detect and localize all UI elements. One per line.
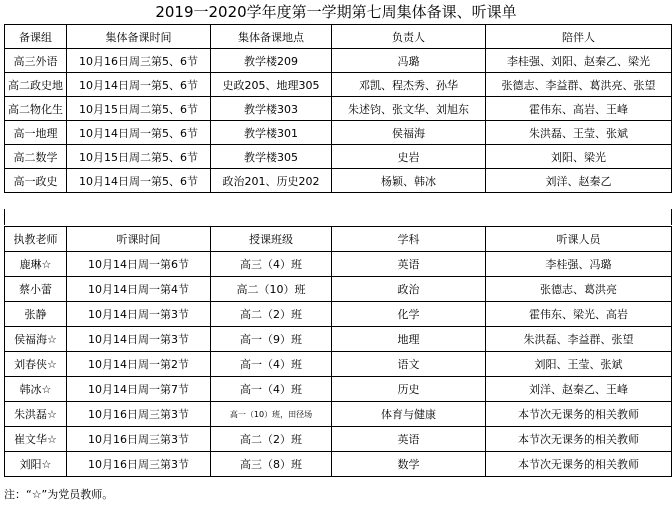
column-header: 听课人员 [486,227,672,252]
table-row [5,352,672,377]
table-cell: 本节次无课务的相关教师 [486,427,672,452]
table-cell: 霍伟东、梁光、高岩 [486,302,672,327]
table-row [5,427,672,452]
table-cell: 高二数学 [5,145,67,169]
table-row [5,277,672,302]
table-cell: 政治201、历史202 [211,169,332,193]
lesson-observation-table [4,226,672,477]
table-cell: 高二（2）班 [211,302,332,327]
column-header: 集体备课时间 [67,25,211,49]
column-header: 陪伴人 [486,25,672,49]
table-cell: 高三（4）班 [211,252,332,277]
table-cell: 教学楼303 [211,97,332,121]
table-cell: 史岩 [332,145,486,169]
table-cell: 李桂强、冯璐 [486,252,672,277]
table-cell: 崔文华☆ [5,427,67,452]
table-cell: 历史 [332,377,486,402]
table-cell: 教学楼305 [211,145,332,169]
table-cell: 教学楼209 [211,49,332,73]
table-cell: 朱述钧、张文华、刘旭东 [332,97,486,121]
column-header: 学科 [332,227,486,252]
column-header: 授课班级 [211,227,332,252]
table-cell: 高一（4）班 [211,377,332,402]
table-cell: 10月14日周一第3节 [67,302,211,327]
table-cell: 鹿琳☆ [5,252,67,277]
table-cell: 朱洪磊、李益群、张望 [486,327,672,352]
table-cell: 本节次无课务的相关教师 [486,402,672,427]
table-row [5,169,672,193]
table-cell: 10月14日周一第5、6节 [67,121,211,145]
table-cell: 10月14日周一第3节 [67,327,211,352]
table-cell: 韩冰☆ [5,377,67,402]
table-cell: 杨颖、韩冰 [332,169,486,193]
table-cell: 高一（9）班 [211,327,332,352]
table-cell: 高二（2）班 [211,427,332,452]
table-row [5,302,672,327]
table-cell: 10月14日周一第5、6节 [67,169,211,193]
table-row [5,252,672,277]
table-gap [4,209,672,225]
table-cell: 张静 [5,302,67,327]
table-cell: 10月16日周三第5、6节 [67,49,211,73]
table-cell: 张德志、葛洪亮 [486,277,672,302]
lesson-prep-table [4,24,672,193]
table-cell: 10月14日周一第2节 [67,352,211,377]
table-cell: 侯福海 [332,121,486,145]
table-cell: 朱洪磊☆ [5,402,67,427]
table-cell: 教学楼301 [211,121,332,145]
table-cell: 高三外语 [5,49,67,73]
table-cell: 英语 [332,252,486,277]
table-cell: 地理 [332,327,486,352]
table-row [5,377,672,402]
table-row [5,73,672,97]
table-row [5,145,672,169]
table-cell: 霍伟东、高岩、王峰 [486,97,672,121]
table-row [5,402,672,427]
table-cell: 高二物化生 [5,97,67,121]
table-cell: 刘阳、王莹、张斌 [486,352,672,377]
table-header-row [5,25,672,49]
table-cell: 数学 [332,452,486,477]
column-header: 执教老师 [5,227,67,252]
column-header: 负责人 [332,25,486,49]
table-cell: 10月14日周一第5、6节 [67,73,211,97]
table-cell: 邓凯、程杰秀、孙华 [332,73,486,97]
table-cell: 高二政史地 [5,73,67,97]
page-title: 2019一2020学年度第一学期第七周集体备课、听课单 [155,3,517,21]
table-cell: 刘阳、梁光 [486,145,672,169]
footnote: 注：“☆”为党员教师。 [4,488,114,501]
table-cell: 本节次无课务的相关教师 [486,452,672,477]
table-cell: 语文 [332,352,486,377]
table-row [5,121,672,145]
column-header: 听课时间 [67,227,211,252]
table-header-row [5,227,672,252]
table-cell: 政治 [332,277,486,302]
table-cell: 10月14日周一第6节 [67,252,211,277]
column-header: 备课组 [5,25,67,49]
table-cell: 高一地理 [5,121,67,145]
table-cell: 李桂强、刘阳、赵秦乙、梁光 [486,49,672,73]
table-row [5,452,672,477]
table-cell: 英语 [332,427,486,452]
table-cell: 10月16日周三第3节 [67,427,211,452]
table-cell: 化学 [332,302,486,327]
table-cell: 10月16日周三第3节 [67,452,211,477]
table-cell: 高一（10）班，田径场 [211,402,332,427]
table-cell: 高一（4）班 [211,352,332,377]
table-cell: 10月14日周一第7节 [67,377,211,402]
table-cell: 刘洋、赵秦乙 [486,169,672,193]
table-cell: 10月15日周二第5、6节 [67,145,211,169]
table-cell: 史政205、地理305 [211,73,332,97]
table-cell: 张德志、李益群、葛洪亮、张望 [486,73,672,97]
table-cell: 10月16日周三第3节 [67,402,211,427]
table-cell: 高二（10）班 [211,277,332,302]
table-cell: 冯璐 [332,49,486,73]
table-cell: 蔡小蕾 [5,277,67,302]
table-cell: 高一政史 [5,169,67,193]
table-cell: 高三（8）班 [211,452,332,477]
table-cell: 体育与健康 [332,402,486,427]
table-cell: 刘阳☆ [5,452,67,477]
table-row [5,49,672,73]
table-cell: 侯福海☆ [5,327,67,352]
table-cell: 10月15日周二第5、6节 [67,97,211,121]
table-cell: 10月14日周一第4节 [67,277,211,302]
table-cell: 朱洪磊、王莹、张斌 [486,121,672,145]
table-row [5,97,672,121]
column-header: 集体备课地点 [211,25,332,49]
table-cell: 刘春侠☆ [5,352,67,377]
table-cell: 刘洋、赵秦乙、王峰 [486,377,672,402]
table-row [5,327,672,352]
